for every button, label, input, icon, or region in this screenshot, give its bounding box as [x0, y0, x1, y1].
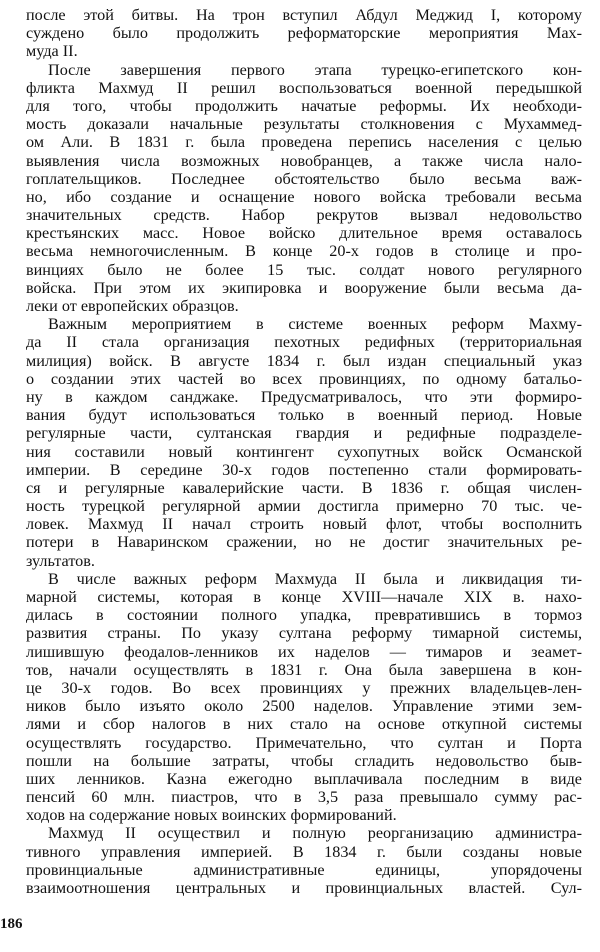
text-line: марной системы, которая в конце XVIII—начале XIX в. нахо-: [26, 588, 582, 606]
text-line: фликта Махмуд II решил воспользоваться военной передышкой: [26, 78, 582, 97]
text-line: зультатов.: [26, 551, 95, 570]
text-line: В числе важных реформ Махмуда II была и ликвидация ти-: [48, 569, 582, 588]
text-line: леки от европейских образцов.: [26, 297, 239, 315]
text-line: ну в каждом санджаке. Предусматривалось, что эти формиро-: [26, 387, 582, 406]
text-line: ность турецкой регулярной армии достигла примерно 70 тыс. че-: [26, 497, 582, 516]
text-line: лишившую феодалов-ленников их наделов — тимаров и зеамет-: [26, 642, 582, 661]
paragraph: [26, 570, 582, 825]
text-line: империи. В середине 30-х годов постепенно стали формировать-: [26, 460, 582, 479]
paragraph: [26, 6, 582, 61]
text-line: весьма немногочисленным. В конце 20-х годов в столице и про-: [26, 242, 582, 261]
text-line: ловек. Махмуд II начал строить новый флот, чтобы восполнить: [26, 515, 582, 534]
text-line: суждено было продолжить реформаторские мероприятия Мах-: [26, 24, 582, 43]
text-line: для того, чтобы продолжить начатые реформы. Их необходи-: [26, 96, 582, 115]
text-line: выявления числа возможных новобранцев, а также числа нало-: [26, 151, 582, 170]
page-number: 186: [0, 916, 23, 932]
paragraph: [26, 61, 582, 316]
text-line: да II стала организация пехотных редифных (территориальная: [26, 333, 582, 352]
text-line: регулярные части, султанская гвардия и редифные подразделе-: [26, 424, 582, 443]
text-line: ния составили новый контингент сухопутных войск Османской: [26, 442, 582, 461]
text-line: милиция) войск. В августе 1834 г. был издан специальный указ: [26, 351, 582, 370]
text-line: развития страны. По указу султана реформу тимарной системы,: [26, 624, 582, 643]
text-line: о создании этих частей во всех провинциях, по одному батальо-: [26, 369, 582, 388]
text-line: лями и сбор налогов в них стало на основе откупной системы: [26, 715, 582, 734]
text-line: пенсий 60 млн. пиастров, что в 3,5 раза превышало сумму рас-: [26, 788, 582, 807]
text-line: войска. При этом их экипировка и вооружение были весьма да-: [26, 278, 582, 297]
paragraph: [26, 315, 582, 570]
text-line: дилась в состоянии полного упадка, превратившись в тормоз: [26, 606, 582, 625]
text-line: це 30-х годов. Во всех провинциях у прежних владельцев-лен-: [26, 678, 582, 697]
text-line: провинциальные административные единицы, упорядочены: [26, 860, 582, 879]
text-line: пошли на большие затраты, чтобы сгладить недовольство быв-: [26, 751, 582, 770]
text-line: муда II.: [26, 42, 78, 61]
text-line: гоплательщиков. Последнее обстоятельство было весьма важ-: [26, 169, 582, 188]
text-line: ом Али. В 1831 г. была проведена перепись населения с целью: [26, 133, 582, 152]
text-line: осуществлять государство. Примечательно, что султан и Порта: [26, 733, 582, 752]
text-line: ся и регулярные кавалерийские части. В 1836 г. общая числен-: [26, 478, 582, 497]
text-line: потери в Наваринском сражении, но не достиг значительных ре-: [26, 533, 582, 552]
text-line: мость доказали начальные результаты столкновения с Мухаммед-: [26, 115, 582, 134]
text-line: ходов на содержание новых воинских формирований.: [26, 806, 397, 825]
text-line: значительных средств. Набор рекрутов вызвал недовольство: [26, 206, 582, 225]
text-line: тивного управления империей. В 1834 г. были созданы новые: [26, 842, 582, 861]
text-line: После завершения первого этапа турецко-египетского кон-: [48, 60, 582, 79]
text-line: Махмуд II осуществил и полную реорганизацию администра-: [48, 824, 582, 843]
text-line: тов, начали осуществлять в 1831 г. Она была завершена в кон-: [26, 660, 582, 679]
text-line: винциях было не более 15 тыс. солдат нового регулярного: [26, 260, 582, 279]
page-text: [26, 6, 582, 897]
text-line: вания будут использоваться только в военный период. Новые: [26, 406, 582, 425]
text-line: крестьянских масс. Новое войско длительное время оставалось: [26, 224, 582, 243]
text-line: ших ленников. Казна ежегодно выплачивала последним в виде: [26, 769, 582, 788]
text-line: взаимоотношения центральных и провинциальных властей. Сул-: [26, 879, 582, 897]
text-line: ников было изъято около 2500 наделов. Управление этими зем-: [26, 697, 582, 716]
text-line: после этой битвы. На трон вступил Абдул Меджид I, которому: [26, 6, 582, 24]
text-line: но, ибо создание и оснащение нового войска требовали весьма: [26, 187, 582, 206]
paragraph: [26, 824, 582, 897]
text-line: Важным мероприятием в системе военных реформ Махму-: [48, 315, 582, 334]
